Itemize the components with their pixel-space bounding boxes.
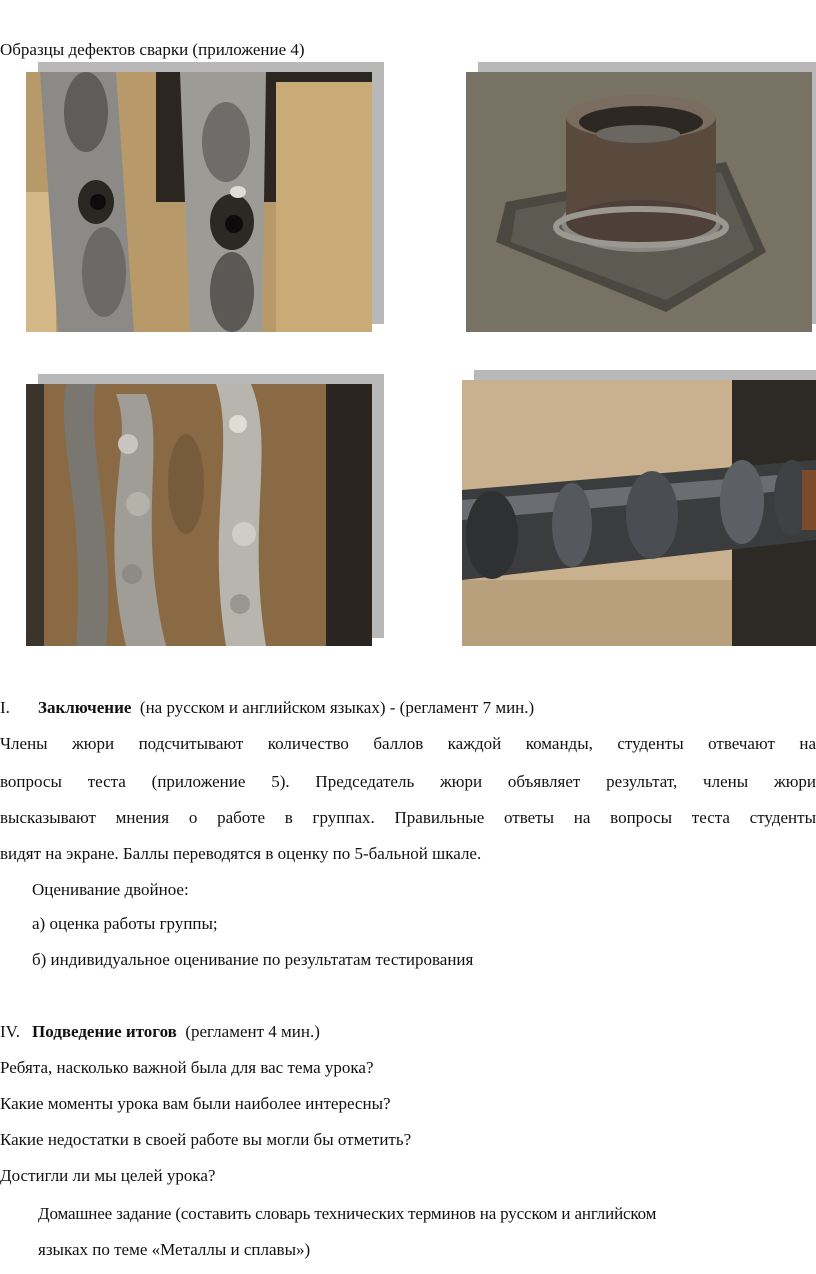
question-line: Какие недостатки в своей работе вы могли бы отметить? <box>0 1130 412 1149</box>
paragraph-line: вопросы теста (приложение 5). Председатель жюри объявляет результат, члены жюри <box>0 772 816 791</box>
homework-line: языках по теме «Металлы и сплавы») <box>38 1240 311 1259</box>
question-line: Какие моменты урока вам были наиболее интересны? <box>0 1094 391 1113</box>
page-title: Образцы дефектов сварки (приложение 4) <box>0 40 305 59</box>
welded-pipe-joints-photo <box>462 380 816 646</box>
section-heading-rest: (регламент 4 мин.) <box>185 1022 320 1041</box>
evaluation-item-b: б) индивидуальное оценивание по результатам тестирования <box>32 950 474 969</box>
pipe-welded-to-plate-photo <box>466 72 812 332</box>
section-heading-rest: (на русском и английском языках) - (регламент 7 мин.) <box>139 698 535 717</box>
photo-frame-3 <box>26 374 384 646</box>
photo-frame-2 <box>466 62 816 332</box>
evaluation-title: Оценивание двойное: <box>32 880 189 899</box>
welded-strips-with-holes-photo <box>26 72 372 332</box>
photo-frame-4 <box>462 370 816 646</box>
question-line: Ребята, насколько важной была для вас тема урока? <box>0 1058 374 1077</box>
section-summary-heading <box>0 1022 320 1042</box>
weld-beads-on-plate-photo <box>26 384 372 646</box>
paragraph-line: Члены жюри подсчитывают количество баллов каждой команды, студенты отвечают на <box>0 734 816 753</box>
homework-line: Домашнее задание (составить словарь технических терминов на русском и английском <box>38 1204 657 1223</box>
section-conclusion-heading <box>0 698 534 718</box>
evaluation-item-a: а) оценка работы группы; <box>32 914 218 933</box>
paragraph-line: видят на экране. Баллы переводятся в оценку по 5-бальной шкале. <box>0 844 482 863</box>
paragraph-line: высказывают мнения о работе в группах. Правильные ответы на вопросы теста студенты <box>0 808 816 827</box>
question-line: Достигли ли мы целей урока? <box>0 1166 216 1185</box>
section-numeral: IV. <box>0 1022 20 1041</box>
section-heading-text: Заключение <box>38 698 132 717</box>
photo-frame-1 <box>26 62 384 332</box>
section-heading-text: Подведение итогов <box>32 1022 177 1041</box>
section-numeral: I. <box>0 698 10 717</box>
